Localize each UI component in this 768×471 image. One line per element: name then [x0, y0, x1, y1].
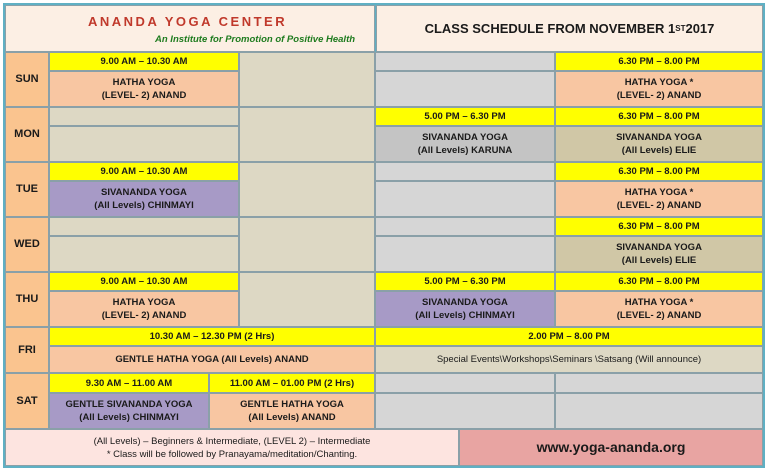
- wed-empty-3a: [375, 217, 555, 236]
- sat-time-1: 9.30 AM – 11.00 AM: [49, 373, 209, 393]
- mon-empty-2: [239, 107, 375, 162]
- day-label-thu: THU: [5, 272, 49, 327]
- thu-class-1: HATHA YOGA (LEVEL- 2) ANAND: [49, 291, 239, 327]
- mon-class-4: SIVANANDA YOGA (All Levels) ELIE: [555, 126, 763, 162]
- schedule-title-year: 2017: [685, 21, 715, 36]
- sat-time-2: 11.00 AM – 01.00 PM (2 Hrs): [209, 373, 375, 393]
- fri-time-pm: 2.00 PM – 8.00 PM: [375, 327, 763, 346]
- sun-class-4: HATHA YOGA * (LEVEL- 2) ANAND: [555, 71, 763, 107]
- thu-time-4: 6.30 PM – 8.00 PM: [555, 272, 763, 291]
- fri-class-pm: Special Events\Workshops\Seminars \Satsang (Will announce): [375, 346, 763, 373]
- wed-empty-1a: [49, 217, 239, 236]
- sun-time-1: 9.00 AM – 10.30 AM: [49, 52, 239, 71]
- fri-class-am: GENTLE HATHA YOGA (All Levels) ANAND: [49, 346, 375, 373]
- legend-line-1: (All Levels) – Beginners & Intermediate, (LEVEL 2) – Intermediate: [93, 435, 371, 447]
- tue-time-4: 6.30 PM – 8.00 PM: [555, 162, 763, 181]
- sun-empty-3a: [375, 52, 555, 71]
- website-link[interactable]: www.yoga-ananda.org: [459, 429, 763, 466]
- mon-class-3: SIVANANDA YOGA (All Levels) KARUNA: [375, 126, 555, 162]
- day-label-wed: WED: [5, 217, 49, 272]
- sun-class-1: HATHA YOGA (LEVEL- 2) ANAND: [49, 71, 239, 107]
- mon-empty-1a: [49, 107, 239, 126]
- wed-empty-1b: [49, 236, 239, 272]
- legend-line-2: * Class will be followed by Pranayama/meditation/Chanting.: [106, 448, 358, 460]
- sat-empty-3a: [375, 373, 555, 393]
- sat-empty-4b: [555, 393, 763, 429]
- mon-time-3: 5.00 PM – 6.30 PM: [375, 107, 555, 126]
- tue-time-1: 9.00 AM – 10.30 AM: [49, 162, 239, 181]
- thu-empty-2: [239, 272, 375, 327]
- center-name: ANANDA YOGA CENTER: [88, 14, 288, 29]
- tagline: An Institute for Promotion of Positive Health: [155, 34, 356, 45]
- day-label-mon: MON: [5, 107, 49, 162]
- schedule-title: CLASS SCHEDULE FROM NOVEMBER 1 ST 2017: [376, 5, 763, 52]
- mon-empty-1b: [49, 126, 239, 162]
- wed-class-4: SIVANANDA YOGA (All Levels) ELIE: [555, 236, 763, 272]
- thu-time-3: 5.00 PM – 6.30 PM: [375, 272, 555, 291]
- tue-class-4: HATHA YOGA * (LEVEL- 2) ANAND: [555, 181, 763, 217]
- sun-empty-2: [239, 52, 375, 107]
- thu-class-4: HATHA YOGA * (LEVEL- 2) ANAND: [555, 291, 763, 327]
- wed-empty-3b: [375, 236, 555, 272]
- wed-empty-2: [239, 217, 375, 272]
- sat-class-1: GENTLE SIVANANDA YOGA (All Levels) CHINMAYI: [49, 393, 209, 429]
- day-label-fri: FRI: [5, 327, 49, 373]
- day-label-sun: SUN: [5, 52, 49, 107]
- tue-empty-3b: [375, 181, 555, 217]
- sun-time-4: 6.30 PM – 8.00 PM: [555, 52, 763, 71]
- sun-empty-3b: [375, 71, 555, 107]
- sat-empty-3b: [375, 393, 555, 429]
- day-label-tue: TUE: [5, 162, 49, 217]
- class-schedule: [3, 3, 765, 468]
- wed-time-4: 6.30 PM – 8.00 PM: [555, 217, 763, 236]
- thu-time-1: 9.00 AM – 10.30 AM: [49, 272, 239, 291]
- thu-class-3: SIVANANDA YOGA (All Levels) CHINMAYI: [375, 291, 555, 327]
- sat-empty-4a: [555, 373, 763, 393]
- tue-class-1: SIVANANDA YOGA (All Levels) CHINMAYI: [49, 181, 239, 217]
- schedule-title-text: CLASS SCHEDULE FROM NOVEMBER 1: [424, 21, 676, 36]
- footer-legend: [5, 429, 459, 466]
- fri-time-am: 10.30 AM – 12.30 PM (2 Hrs): [49, 327, 375, 346]
- mon-time-4: 6.30 PM – 8.00 PM: [555, 107, 763, 126]
- tue-empty-3a: [375, 162, 555, 181]
- day-label-sat: SAT: [5, 373, 49, 429]
- sat-class-2: GENTLE HATHA YOGA (All Levels) ANAND: [209, 393, 375, 429]
- tue-empty-2: [239, 162, 375, 217]
